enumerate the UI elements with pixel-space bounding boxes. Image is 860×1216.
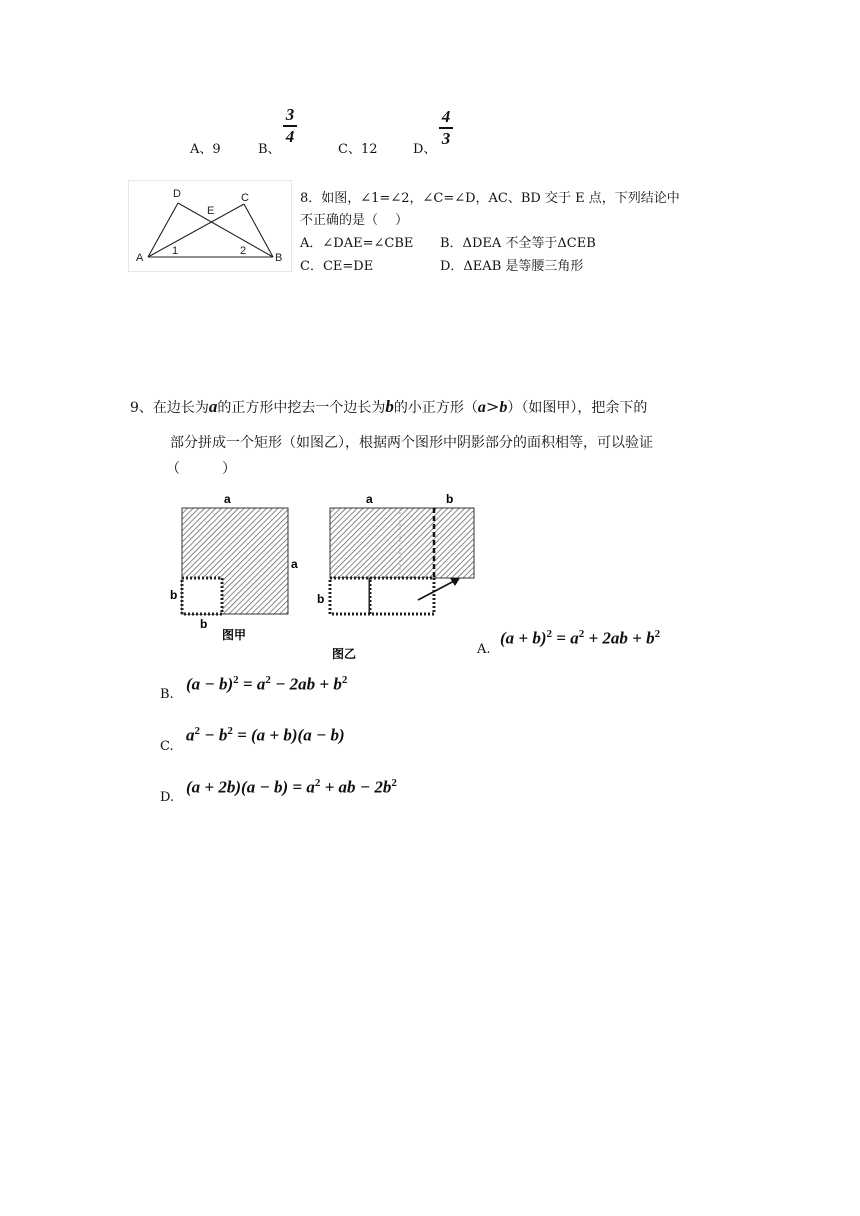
q7-option-d-label: D、 [413, 142, 437, 157]
cond-gt: > [485, 397, 500, 416]
q7-option-a: A、9 [190, 142, 221, 157]
q8-stem-line2: 不正确的是（ ） [300, 213, 409, 228]
fig2-label-a-top: a [366, 492, 373, 506]
label-d: D [173, 188, 181, 200]
q8-option-c: C．CE=DE [300, 259, 374, 274]
q9-option-b-label: B. [160, 687, 174, 702]
fraction-numerator: 4 [441, 107, 451, 126]
q9-text: 的小正方形（ [393, 400, 478, 416]
cond-a: a [477, 399, 486, 416]
label-c: C [241, 192, 249, 204]
fig1-label-a-top: a [224, 492, 231, 506]
q9-stem-line1 [130, 397, 647, 417]
fraction-numerator: 3 [285, 105, 295, 124]
q8-option-b: B．ΔDEA 不全等于ΔCEB [440, 236, 596, 251]
q9-text: 9、在边长为 [130, 400, 209, 416]
label-a: A [136, 252, 144, 264]
label-e: E [207, 205, 215, 217]
fig2-label-b-left: b [317, 592, 325, 606]
q9-option-b-formula: $(a - b)^2 = a^2 - 2ab + b^2$ [186, 674, 348, 694]
label-angle-2: 2 [240, 245, 247, 257]
label-b: B [275, 252, 283, 264]
q9-text: 的正方形中挖去一个边长为 [217, 400, 386, 416]
fraction-denominator: 4 [285, 127, 295, 146]
var-a: a [208, 397, 218, 416]
fig1-label-a-right: a [291, 557, 298, 571]
cond-b: b [499, 399, 508, 416]
q9-text: ）（如图甲），把余下的 [507, 400, 648, 416]
fig2-caption: 图乙 [332, 647, 357, 660]
q9-option-c-formula: $a^2 - b^2 = (a + b)(a - b)$ [186, 725, 345, 745]
fraction-denominator: 3 [441, 129, 451, 148]
square-rectangle-figure [160, 490, 500, 660]
fig1-caption: 图甲 [222, 628, 247, 642]
label-angle-1: 1 [172, 245, 179, 257]
q7-option-b-fraction [283, 106, 297, 146]
fig1-label-b-left: b [170, 588, 178, 602]
var-b: b [385, 397, 394, 416]
triangle-figure [128, 180, 292, 272]
q8-option-d: D．ΔEAB 是等腰三角形 [440, 259, 584, 274]
figure-jia [170, 492, 298, 642]
q9-option-a-formula: $(a + b)^2 = a^2 + 2ab + b^2$ [500, 628, 661, 648]
q9-option-a-label: A. [477, 642, 491, 657]
fig2-label-b-top: b [446, 492, 454, 506]
q9-option-d-label: D. [160, 790, 175, 805]
q9-stem-line2: 部分拼成一个矩形（如图乙），根据两个图形中阴影部分的面积相等，可以验证 [170, 435, 653, 451]
fig1-label-b-bottom: b [200, 617, 208, 631]
q8-option-a: A．∠DAE=∠CBE [300, 236, 414, 251]
q7-option-d-fraction [439, 108, 453, 148]
q9-answer-blank: （ ） [166, 461, 236, 477]
q8-stem-line1: 8．如图，∠1=∠2，∠C=∠D，AC、BD 交于 E 点，下列结论中 [300, 191, 680, 206]
figure-yi [317, 492, 474, 660]
q7-option-c: C、12 [338, 142, 378, 157]
q9-option-d-formula: $(a + 2b)(a - b) = a^2$ + ab − $2b^2$ [186, 777, 397, 797]
q9-option-c-label: C. [160, 739, 174, 754]
q7-option-b-label: B、 [258, 142, 281, 157]
